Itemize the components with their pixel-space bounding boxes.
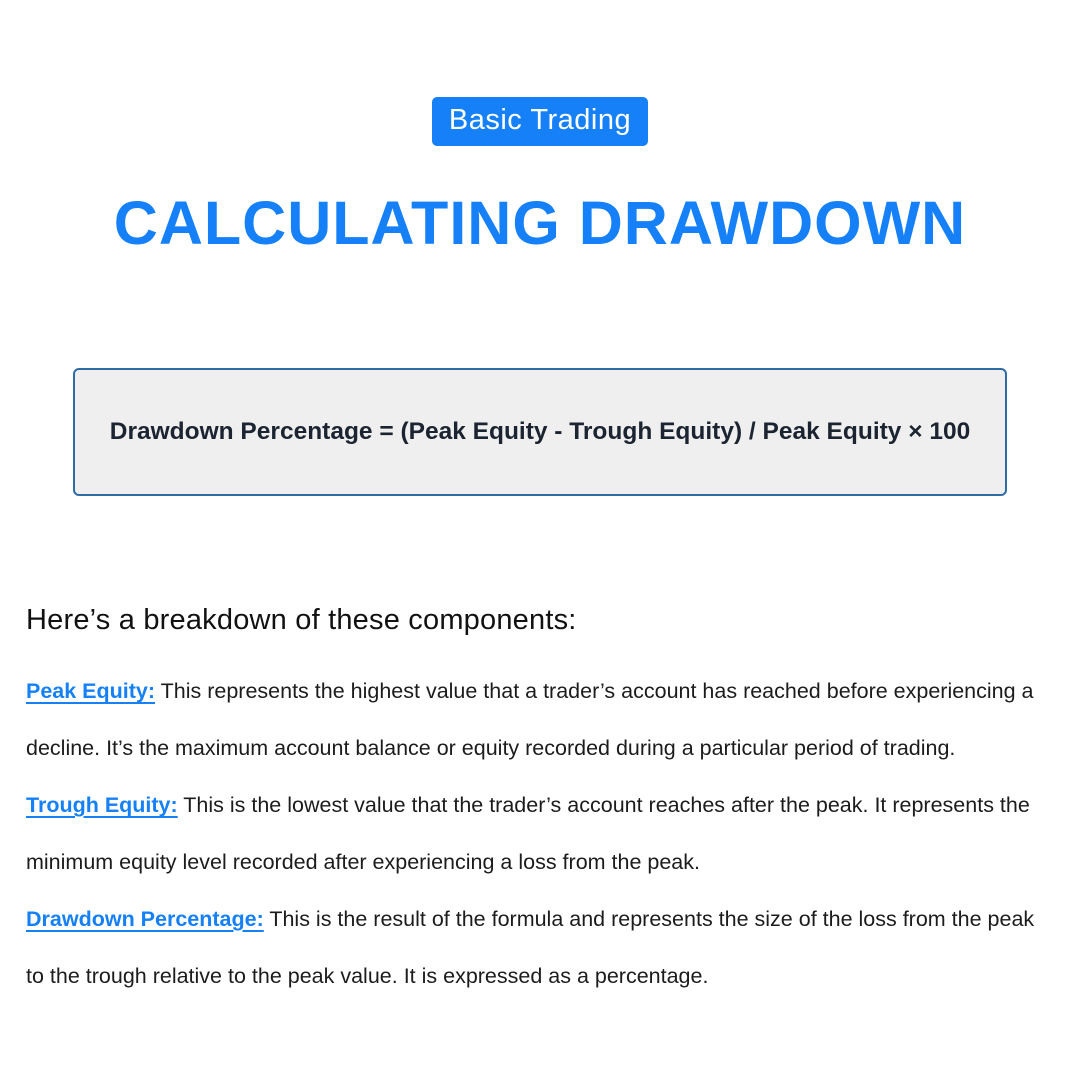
trough-equity-link[interactable]: Trough Equity:: [26, 793, 178, 817]
badge-row: [0, 97, 1080, 146]
peak-equity-link[interactable]: Peak Equity:: [26, 679, 156, 703]
category-badge: Basic Trading: [432, 97, 648, 146]
breakdown-body: [26, 663, 1054, 1005]
breakdown-item-peak-equity: [26, 663, 1054, 777]
breakdown-heading: Here’s a breakdown of these components:: [26, 604, 577, 636]
trough-equity-description: This is the lowest value that the trader’s account reaches after the peak. It represents the minimum equity level recorded after experiencing a loss from the peak.: [26, 793, 1030, 874]
breakdown-item-drawdown-percentage: [26, 891, 1054, 1005]
breakdown-section: [26, 604, 1054, 1005]
breakdown-item-trough-equity: [26, 777, 1054, 891]
page-title: CALCULATING DRAWDOWN: [113, 189, 967, 257]
formula-box: [73, 368, 1007, 496]
peak-equity-description: This represents the highest value that a trader’s account has reached before experiencing a decline. It’s the maximum account balance or equity recorded during a particular period of trading.: [26, 679, 1034, 760]
formula-text: Drawdown Percentage = (Peak Equity - Trough Equity) / Peak Equity × 100: [109, 418, 971, 445]
drawdown-percentage-link[interactable]: Drawdown Percentage:: [26, 907, 264, 931]
drawdown-percentage-description: This is the result of the formula and represents the size of the loss from the peak to the trough relative to the peak value. It is expressed as a percentage.: [26, 907, 1035, 988]
